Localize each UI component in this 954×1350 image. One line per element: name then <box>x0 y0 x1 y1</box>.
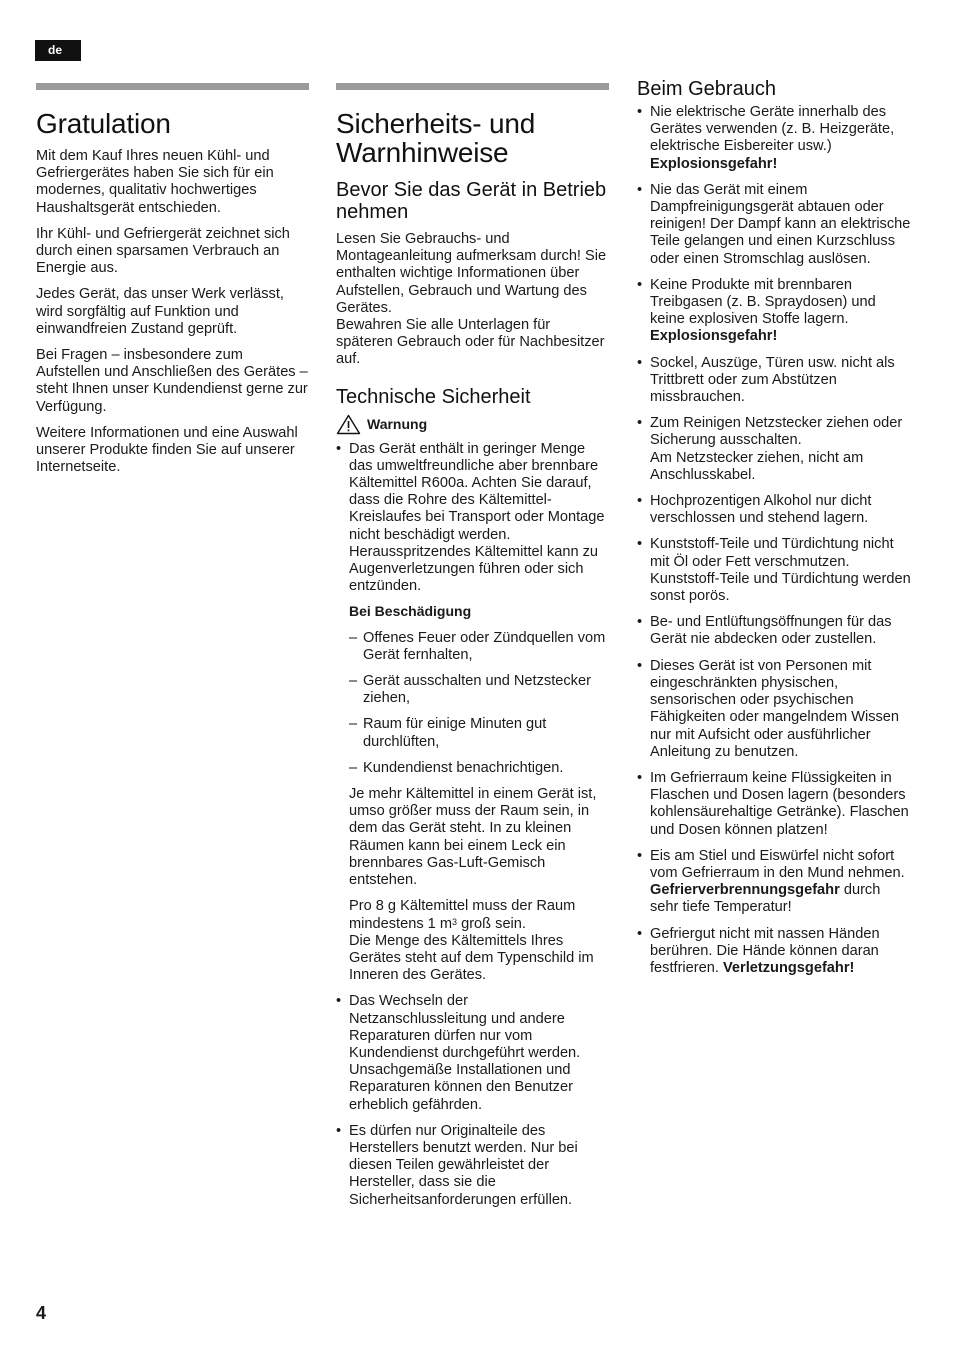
room-size-text: Je mehr Kältemittel in einem Gerät ist, umso größer muss der Raum sein, in dem das Gerät steht. In zu kleinen Räumen kann bei einem Leck ein brennbares Gas-Luft-Gemisch entstehen. <box>349 786 597 889</box>
page-number: 4 <box>36 1303 47 1323</box>
list-item: • Keine Produkte mit brennbaren Treibgasen (z. B. Spraydosen) und keine explosiven Stoffe lagern. Explosionsgefahr! <box>637 277 912 346</box>
section-rule <box>36 83 309 90</box>
column-in-use <box>637 78 912 986</box>
list-item: • Kunststoff-Teile und Türdichtung nicht mit Öl oder Fett verschmutzen. Kunststoff-Teile und Türdichtung werden sonst porös. <box>637 536 912 605</box>
type-plate-text: Die Menge des Kältemittels Ihres Gerätes steht auf dem Typenschild im Inneren des Gerätes. <box>349 932 594 984</box>
list-item: • Gefriergut nicht mit nassen Händen berühren. Die Hände können daran festfrieren. Verletzungsgefahr! <box>637 926 912 978</box>
list-item: • Nie das Gerät mit einem Dampfreinigungsgerät abtauen oder reinigen! Der Dampf kann an elektrische Teile gelangen und einen Kurzschluss oder einen Stromschlag auslösen. <box>637 182 912 268</box>
before-use-text: Bewahren Sie alle Unterlagen für späteren Gebrauch oder für Nachbesitzer auf. <box>336 317 605 368</box>
safety-title: Sicherheits- und Warnhinweise <box>336 108 536 168</box>
before-use-text: Lesen Sie Gebrauchs- und Montageanleitung aufmerksam durch! Sie enthalten wichtige Informationen über Aufstellen, Gebrauch und Wartung des Gerätes. <box>336 231 607 316</box>
warning-label-row <box>336 414 609 435</box>
damage-heading: Bei Beschädigung <box>349 603 472 620</box>
list-item: • Nie elektrische Geräte innerhalb des Gerätes verwenden (z. B. Heizgeräte, elektrische Eisbereiter usw.) Explosionsgefahr! <box>637 104 912 173</box>
column-congratulation <box>36 83 309 485</box>
damage-step: – Gerät ausschalten und Netzstecker ziehen, <box>349 673 609 707</box>
intro-paragraph: Ihr Kühl- und Gefriergerät zeichnet sich durch einen sparsamen Verbrauch an Energie aus. <box>36 225 290 277</box>
list-item: • Sockel, Auszüge, Türen usw. nicht als Trittbrett oder zum Abstützen missbrauchen. <box>637 355 912 407</box>
technical-safety-heading: Technische Sicherheit <box>336 385 531 408</box>
damage-step: – Kundendienst benachrichtigen. <box>349 760 609 777</box>
damage-step: – Raum für einige Minuten gut durchlüften, <box>349 716 609 750</box>
in-use-heading: Beim Gebrauch <box>637 78 776 100</box>
in-use-list <box>637 104 912 977</box>
list-item: • Zum Reinigen Netzstecker ziehen oder Sicherung ausschalten. Am Netzstecker ziehen, nicht am Anschlusskabel. <box>637 415 912 484</box>
list-item: • Hochprozentigen Alkohol nur dicht verschlossen und stehend lagern. <box>637 493 912 527</box>
list-item: • Im Gefrierraum keine Flüssigkeiten in Flaschen und Dosen lagern (besonders kohlensäurehaltige Getränke). Flaschen und Dosen können platzen! <box>637 770 912 839</box>
intro-paragraph: Bei Fragen – insbesondere zum Aufstellen und Anschließen des Gerätes – steht Ihnen unser Kundendienst gerne zur Verfügung. <box>36 347 308 415</box>
damage-step: – Offenes Feuer oder Zündquellen vom Gerät fernhalten, <box>349 630 609 664</box>
list-item: • Be- und Entlüftungsöffnungen für das Gerät nie abdecken oder zustellen. <box>637 614 912 648</box>
column-safety <box>336 83 609 1218</box>
damage-steps <box>349 630 609 777</box>
list-item <box>336 441 609 985</box>
warning-triangle-icon <box>336 414 361 435</box>
list-item: • Es dürfen nur Originalteile des Herstellers benutzt werden. Nur bei diesen Teilen gewährleistet der Hersteller, dass sie die Sicherheitsanforderungen erfüllen. <box>336 1123 609 1209</box>
per-gram-text: Pro 8 g Kältemittel muss der Raum mindestens 1 $m^3$ groß sein. <box>349 898 576 932</box>
refrigerant-warning-text: Das Gerät enthält in geringer Menge das umweltfreundliche aber brennbare Kältemittel R600a. Achten Sie darauf, dass die Rohre des Kältemittel-Kreislaufes bei Transport oder Montage nicht beschädigt werden. Herausspritzendes Kältemittel kann zu Augenverletzungen führen oder sich entzünden. <box>349 440 605 595</box>
before-use-heading: Bevor Sie das Gerät in Betrieb nehmen <box>336 179 607 223</box>
list-item: • Das Wechseln der Netzanschlussleitung und andere Reparaturen dürfen nur vom Kundendienst durchgeführt werden. Unsachgemäße Installationen und Reparaturen können den Benutzer erheblich gefährden. <box>336 993 609 1113</box>
intro-paragraph: Jedes Gerät, das unser Werk verlässt, wird sorgfältig auf Funktion und einwandfreien Zustand geprüft. <box>36 286 284 337</box>
list-item: • Eis am Stiel und Eiswürfel nicht sofort vom Gefrierraum in den Mund nehmen. Gefrierverbrennungsgefahr durch sehr tiefe Temperatur! <box>637 848 912 917</box>
list-item: • Dieses Gerät ist von Personen mit eingeschränkten physischen, sensorischen oder psychischen Fähigkeiten oder mangelndem Wissen nur mit Aufsicht oder ausführlicher Anleitung zu benutzen. <box>637 658 912 761</box>
intro-paragraph: Weitere Informationen und eine Auswahl unserer Produkte finden Sie auf unserer Internetseite. <box>36 424 298 476</box>
intro-paragraph: Mit dem Kauf Ihres neuen Kühl- und Gefriergerätes haben Sie sich für ein modernes, qualitativ hochwertiges Haushaltsgerät entschieden. <box>36 148 274 216</box>
warning-label: Warnung <box>367 416 428 433</box>
language-badge: de <box>35 40 81 61</box>
section-rule <box>336 83 609 90</box>
safety-list <box>336 441 609 1209</box>
congratulation-title: Gratulation <box>36 108 171 139</box>
